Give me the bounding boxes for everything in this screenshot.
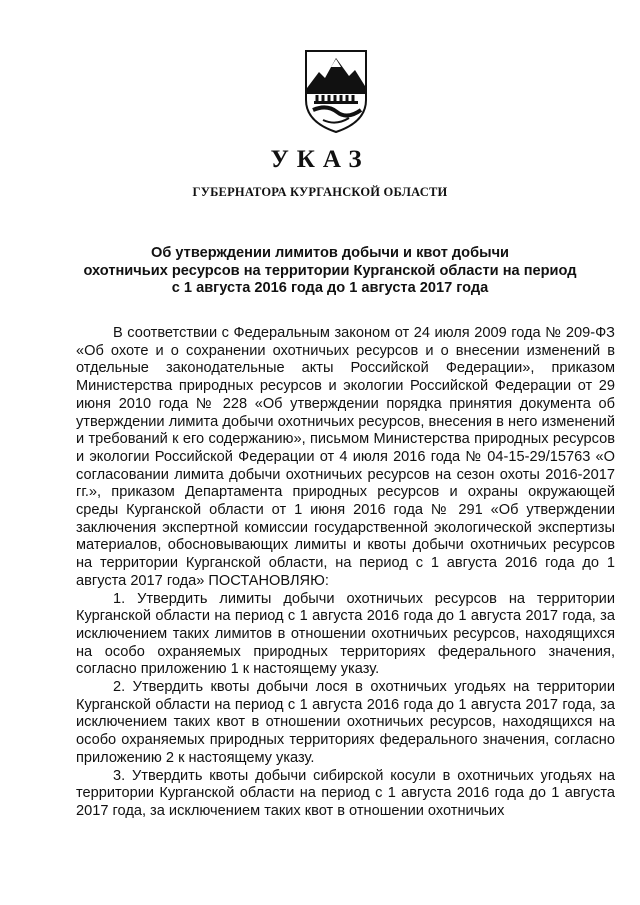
heading-line: охотничьих ресурсов на территории Курганской области на период [83,262,577,279]
document-title: УКАЗ [270,146,370,173]
kurgan-coat-of-arms-icon [303,48,369,134]
document-body [76,325,615,821]
decree-item-1: 1. Утвердить лимиты добычи охотничьих ресурсов на территории Курганской области на период с 1 августа 2016 года до 1 августа 2017 года, за исключением таких лимитов в отношении охотничьих ресурсов, находящихся на особо охраняемых природных территориях федерального значения, согласно приложению 1 к настоящему указу. [76,590,615,678]
document-heading [60,245,600,298]
decree-item-3: 3. Утвердить квоты добычи сибирской косули в охотничьих угодьях на территории Курганской области на период с 1 августа 2016 года до 1 августа 2017 года, за исключением таких квот в отношении охотничьих [76,767,615,819]
preamble-paragraph: В соответствии с Федеральным законом от 24 июля 2009 года № 209-ФЗ «Об охоте и о сохранении охотничьих ресурсов и о внесении изменений в отдельные законодательные акты Российской Федерации», приказом Министерства природных ресурсов и экологии Российской Федерации от 29 июня 2010 года № 228 «Об утверждении порядка принятия документа об утверждении лимита добычи охотничьих ресурсов, внесения в него изменений и требований к его содержанию», письмом Министерства природных ресурсов и экологии Российской Федерации от 4 июля 2016 года № 04-15-29/15763 «О согласовании лимита добычи охотничьих ресурсов на сезон охоты 2016-2017 гг.», приказом Департамента природных ресурсов и охраны окружающей среды Курганской области от 1 июня 2016 года № 291 «Об утверждении заключения экспертной комиссии государственной экологической экспертизы материалов, обосновывающих лимиты и квоты добычи охотничьих ресурсов на территории Курганской области, на период с 1 августа 2016 года до 1 августа 2017 года» ПОСТАНОВЛЯЮ: [76,325,615,589]
heading-line: с 1 августа 2016 года до 1 августа 2017 года [171,280,489,296]
issuer-line: ГУБЕРНАТОРА КУРГАНСКОЙ ОБЛАСТИ [192,185,448,199]
heading-line: Об утверждении лимитов добычи и квот добычи [150,245,510,261]
decree-item-2: 2. Утвердить квоты добычи лося в охотничьих угодьях на территории Курганской области на период с 1 августа 2016 года до 1 августа 2017 года, за исключением таких квот в отношении охотничьих ресурсов, находящихся на особо охраняемых природных территориях федерального значения, согласно приложению 2 к настоящему указу. [76,679,615,766]
